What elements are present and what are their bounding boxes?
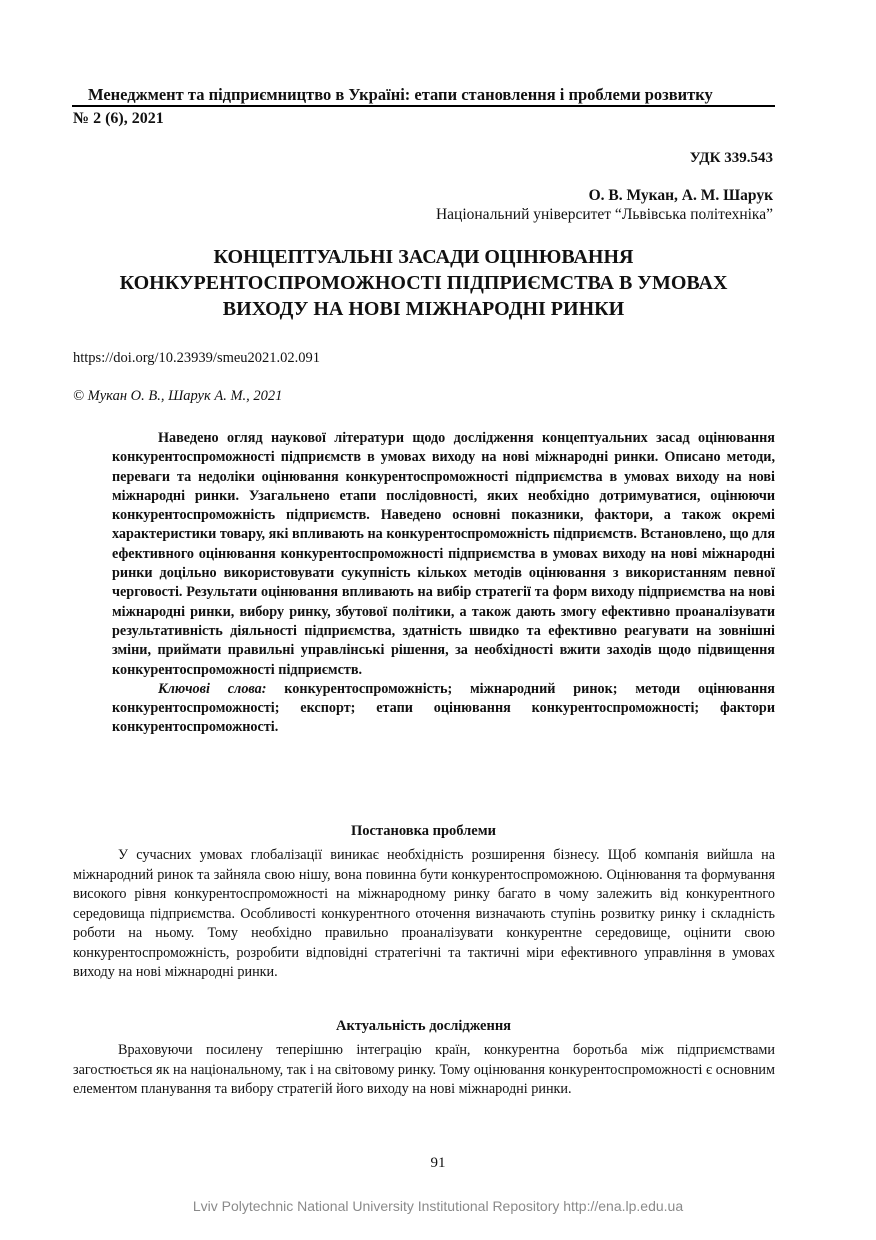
paper-title bbox=[72, 244, 775, 322]
header-divider bbox=[72, 105, 775, 107]
keywords bbox=[112, 680, 775, 738]
doi-link[interactable]: https://doi.org/10.23939/smeu2021.02.091 bbox=[73, 350, 321, 366]
section-body bbox=[73, 846, 775, 983]
copyright: © Мукан О. В., Шарук А. М., 2021 bbox=[73, 388, 283, 404]
abstract bbox=[112, 429, 775, 738]
section-heading: Постановка проблеми bbox=[351, 823, 496, 839]
paragraph: Враховуючи посилену теперішню інтеграцію країн, конкурентна боротьба між підприємствами загостюється як на національному, так і на світовому ринку. Тому оцінювання конкурентоспроможності є основним елементом планування та вибору стратегій його виходу на нові міжнародні ринки. bbox=[73, 1042, 775, 1097]
abstract-text: Наведено огляд наукової літератури щодо дослідження концептуальних засад оцінювання конкурентоспроможності підприємств в умовах виходу на нові міжнародні ринки. Описано методи, переваги та недоліки оцінювання конкурентоспроможності підприємства в умовах виходу на нові міжнародні ринки. Узагальнено етапи послідовності, яких необхідно дотримуватися, оцінюючи конкурентоспроможність підприємств. Наведено основні показники, фактори, а також окремі характеристики товару, які впливають на конкурентоспроможність підприємств. Встановлено, що для ефективного оцінювання конкурентоспроможності підприємства в умовах виходу на нові міжнародні ринки доцільно використовувати сукупність кількох методів оцінювання з використанням певної черговості. Результати оцінювання впливають на вибір стратегії та форм виходу підприємства на нові міжнародні ринки, вибору ринку, збутової політики, а також дають змогу ефективно проаналізувати результативність діяльності підприємства, здатність швидко та ефективно реагувати на зовнішні зміни, приймати правильні управлінські рішення, за необхідності вжити заходів щодо підвищення конкурентоспроможності підприємств. bbox=[112, 430, 775, 678]
authors: О. В. Мукан, А. М. Шарук bbox=[588, 187, 773, 204]
section-body bbox=[73, 1041, 775, 1100]
section-heading: Актуальність дослідження bbox=[335, 1018, 512, 1034]
title-line: КОНКУРЕНТОСПРОМОЖНОСТІ ПІДПРИЄМСТВА В УМОВАХ bbox=[119, 272, 728, 294]
udc-code: УДК 339.543 bbox=[689, 150, 773, 166]
paragraph: У сучасних умовах глобалізації виникає необхідність розширення бізнесу. Щоб компанія вийшла на міжнародний ринок та зайняла свою нішу, вона повинна бути конкурентоспроможною. Оцінювання та формування високого рівня конкурентоспроможності на міжнародному ринку багато в чому залежить від конкурентного середовища підприємства. Особливості конкурентного оточення визначають ступінь розвитку ринку і складність роботи на ньому. Тому необхідно правильно проаналізувати конкурентне середовище, оцінити свою конкурентоспроможність, розробити відповідні стратегічні та тактичні міри ефективного управління в умовах виходу на нові міжнародні ринки. bbox=[73, 847, 775, 980]
keywords-label: Ключові слова: bbox=[158, 680, 267, 697]
title-line: ВИХОДУ НА НОВІ МІЖНАРОДНІ РИНКИ bbox=[222, 298, 625, 320]
page-number: 91 bbox=[430, 1155, 446, 1171]
journal-title: Менеджмент та підприємництво в Україні: етапи становлення і проблеми розвитку bbox=[88, 85, 713, 104]
affiliation: Національний університет “Львівська політехніка” bbox=[435, 206, 773, 223]
repository-footer: Lviv Polytechnic National University Institutional Repository http://ena.lp.edu.ua bbox=[192, 1198, 684, 1214]
issue-number: № 2 (6), 2021 bbox=[73, 110, 164, 127]
keywords-list: конкурентоспроможність; міжнародний ринок; методи оцінювання конкурентоспроможності; експорт; етапи оцінювання конкурентоспроможності; фактори конкурентоспроможності. bbox=[112, 680, 775, 736]
title-line: КОНЦЕПТУАЛЬНІ ЗАСАДИ ОЦІНЮВАННЯ bbox=[213, 246, 634, 268]
